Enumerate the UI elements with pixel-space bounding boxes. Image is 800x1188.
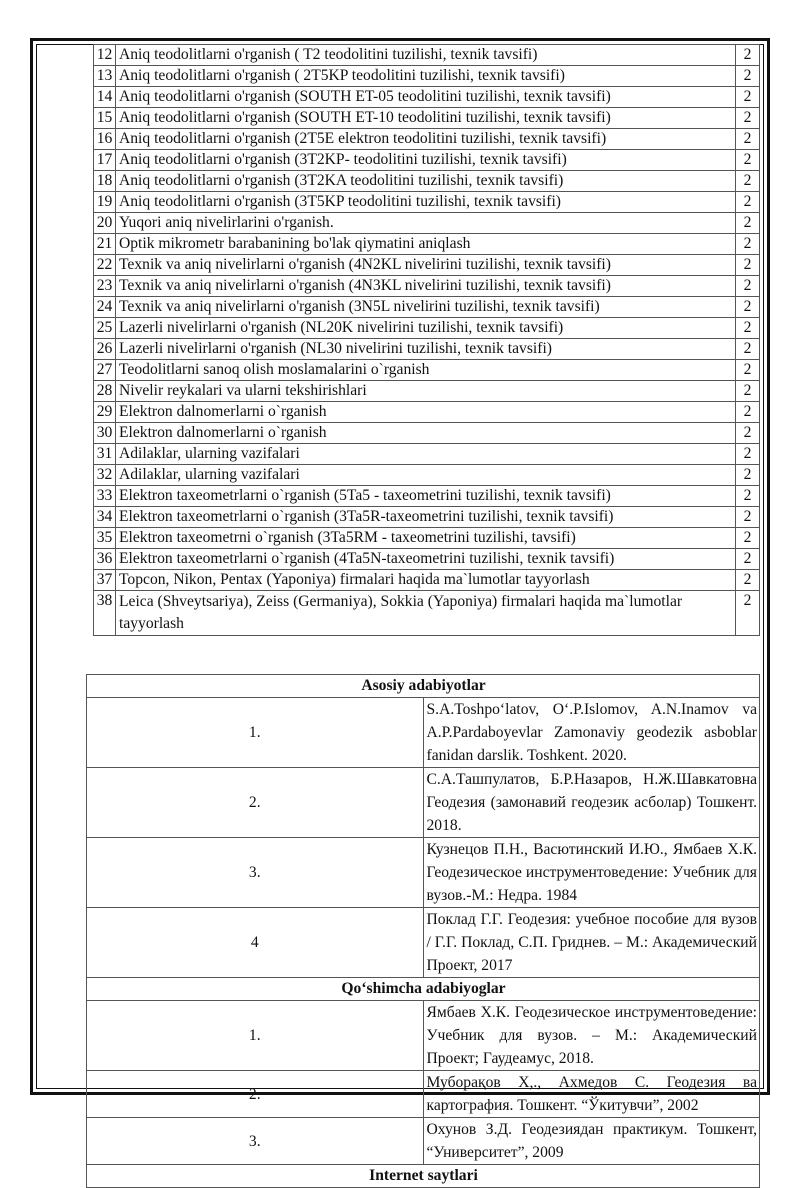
row-number: 15: [94, 108, 116, 129]
reference-text: Ямбаев Х.К. Геодезическое инструментоведение: Учебник для вузов. – М.: Академический Проект; Гаудеамус, 2018.: [423, 1001, 760, 1071]
table-row: [94, 486, 760, 507]
hours-cell: 2: [736, 402, 760, 423]
reference-text: Кузнецов П.Н., Васютинский И.Ю., Ямбаев Х.К. Геодезическое инструментоведение: Учебник для вузов.-М.: Недра. 1984: [423, 838, 760, 908]
table-row: [94, 360, 760, 381]
table-row: [94, 255, 760, 276]
hours-cell: 2: [736, 276, 760, 297]
table-row: [94, 171, 760, 192]
reference-number: 1.: [87, 698, 424, 768]
topic-title: Aniq teodolitlarni o'rganish (3T2KA teodolitini tuzilishi, texnik tavsifi): [116, 171, 736, 192]
hours-cell: 2: [736, 318, 760, 339]
section-header-row: [87, 675, 760, 698]
hours-cell: 2: [736, 528, 760, 549]
reference-text: Муборақов Х,., Ахмедов С. Геодезия ва картография. Тошкент. “Ўкитувчи”, 2002: [423, 1071, 760, 1118]
table-row: [94, 465, 760, 486]
row-number: 13: [94, 66, 116, 87]
topic-title: Optik mikrometr barabanining bo'lak qiymatini aniqlash: [116, 234, 736, 255]
topic-title: Elektron dalnomerlarni o`rganish: [116, 423, 736, 444]
reference-row: [87, 1118, 760, 1165]
table-row: [94, 507, 760, 528]
table-row: [94, 192, 760, 213]
table-row: [94, 129, 760, 150]
hours-cell: 2: [736, 591, 760, 636]
reference-number: 2.: [87, 1071, 424, 1118]
table-row: [94, 297, 760, 318]
hours-cell: 2: [736, 192, 760, 213]
hours-cell: 2: [736, 549, 760, 570]
table-row: [94, 528, 760, 549]
topic-title: Lazerli nivelirlarni o'rganish (NL30 nivelirini tuzilishi, texnik tavsifi): [116, 339, 736, 360]
row-number: 20: [94, 213, 116, 234]
hours-cell: 2: [736, 465, 760, 486]
reference-number: 4: [87, 908, 424, 978]
table-row: [94, 570, 760, 591]
topic-title: Aniq teodolitlarni o'rganish (SOUTH ET-10 teodolitini tuzilishi, texnik tavsifi): [116, 108, 736, 129]
reference-row: [87, 768, 760, 838]
reference-number: 1.: [87, 1001, 424, 1071]
reference-text: Поклад Г.Г. Геодезия: учебное пособие для вузов / Г.Г. Поклад, С.П. Гриднев. – М.: Академический Проект, 2017: [423, 908, 760, 978]
topic-title: Aniq teodolitlarni o'rganish (3T2KP- teodolitini tuzilishi, texnik tavsifi): [116, 150, 736, 171]
hours-cell: 2: [736, 150, 760, 171]
table-row: [94, 318, 760, 339]
hours-cell: 2: [736, 570, 760, 591]
table-row: [94, 444, 760, 465]
topic-title: Aniq teodolitlarni o'rganish ( T2 teodolitini tuzilishi, texnik tavsifi): [116, 45, 736, 66]
topic-title: Elektron taxeometrni o`rganish (3Ta5RM - taxeometrini tuzilishi, tavsifi): [116, 528, 736, 549]
table-row: [94, 108, 760, 129]
table-row: [94, 150, 760, 171]
row-number: 28: [94, 381, 116, 402]
hours-cell: 2: [736, 423, 760, 444]
hours-cell: 2: [736, 66, 760, 87]
table-row: [94, 213, 760, 234]
row-number: 34: [94, 507, 116, 528]
row-number: 35: [94, 528, 116, 549]
topic-title: Adilaklar, ularning vazifalari: [116, 444, 736, 465]
additional-literature-heading: Qo‘shimcha adabiyoglar: [87, 978, 760, 1001]
hours-cell: 2: [736, 360, 760, 381]
row-number: 32: [94, 465, 116, 486]
topic-title: Yuqori aniq nivelirlarini o'rganish.: [116, 213, 736, 234]
hours-cell: 2: [736, 486, 760, 507]
topic-title: Adilaklar, ularning vazifalari: [116, 465, 736, 486]
section-header-row: [87, 1165, 760, 1188]
reference-row: [87, 908, 760, 978]
topic-title: Leica (Shveytsariya), Zeiss (Germaniya), Sokkia (Yaponiya) firmalari haqida ma`lumotlar tayyorlash: [116, 591, 736, 636]
table-row: [94, 591, 760, 636]
topic-title: Aniq teodolitlarni o'rganish ( 2T5KP teodolitini tuzilishi, texnik tavsifi): [116, 66, 736, 87]
topic-title: Elektron taxeometrlarni o`rganish (3Ta5R-taxeometrini tuzilishi, texnik tavsifi): [116, 507, 736, 528]
hours-cell: 2: [736, 444, 760, 465]
topic-title: Elektron taxeometrlarni o`rganish (5Ta5 - taxeometrini tuzilishi, texnik tavsifi): [116, 486, 736, 507]
topic-title: Texnik va aniq nivelirlarni o'rganish (4N2KL nivelirini tuzilishi, texnik tavsifi): [116, 255, 736, 276]
main-literature-heading: Asosiy adabiyotlar: [87, 675, 760, 698]
table-row: [94, 423, 760, 444]
internet-sites-heading: Internet saytlari: [87, 1165, 760, 1188]
hours-cell: 2: [736, 213, 760, 234]
row-number: 14: [94, 87, 116, 108]
topic-title: Aniq teodolitlarni o'rganish (SOUTH ET-05 teodolitini tuzilishi, texnik tavsifi): [116, 87, 736, 108]
topic-title: Nivelir reykalari va ularni tekshirishlari: [116, 381, 736, 402]
row-number: 25: [94, 318, 116, 339]
table-row: [94, 45, 760, 66]
row-number: 30: [94, 423, 116, 444]
row-number: 33: [94, 486, 116, 507]
hours-cell: 2: [736, 129, 760, 150]
row-number: 27: [94, 360, 116, 381]
row-number: 24: [94, 297, 116, 318]
hours-cell: 2: [736, 255, 760, 276]
hours-cell: 2: [736, 234, 760, 255]
hours-cell: 2: [736, 297, 760, 318]
topic-title: Elektron taxeometrlarni o`rganish (4Ta5N-taxeometrini tuzilishi, texnik tavsifi): [116, 549, 736, 570]
table-row: [94, 87, 760, 108]
hours-cell: 2: [736, 108, 760, 129]
reference-number: 3.: [87, 838, 424, 908]
topic-title: Texnik va aniq nivelirlarni o'rganish (3N5L nivelirini tuzilishi, texnik tavsifi): [116, 297, 736, 318]
hours-cell: 2: [736, 171, 760, 192]
topic-title: Teodolitlarni sanoq olish moslamalarini o`rganish: [116, 360, 736, 381]
table-row: [94, 234, 760, 255]
reference-number: 2.: [87, 768, 424, 838]
table-row: [94, 549, 760, 570]
references-table: [86, 674, 760, 1188]
row-number: 21: [94, 234, 116, 255]
row-number: 37: [94, 570, 116, 591]
topic-title: Aniq teodolitlarni o'rganish (2T5E elektron teodolitini tuzilishi, texnik tavsifi): [116, 129, 736, 150]
row-number: 22: [94, 255, 116, 276]
row-number: 26: [94, 339, 116, 360]
row-number: 38: [94, 591, 116, 636]
hours-cell: 2: [736, 339, 760, 360]
row-number: 31: [94, 444, 116, 465]
reference-row: [87, 838, 760, 908]
hours-cell: 2: [736, 507, 760, 528]
reference-row: [87, 1071, 760, 1118]
row-number: 29: [94, 402, 116, 423]
table-row: [94, 276, 760, 297]
reference-text: С.А.Ташпулатов, Б.Р.Назаров, Н.Ж.Шавкатовна Геодезия (замонавий геодезик асболар) Тошкент. 2018.: [423, 768, 760, 838]
row-number: 23: [94, 276, 116, 297]
table-row: [94, 381, 760, 402]
reference-row: [87, 1001, 760, 1071]
topic-title: Texnik va aniq nivelirlarni o'rganish (4N3KL nivelirini tuzilishi, texnik tavsifi): [116, 276, 736, 297]
table-row: [94, 402, 760, 423]
lesson-plan-table: [93, 44, 760, 636]
row-number: 19: [94, 192, 116, 213]
reference-number: 3.: [87, 1118, 424, 1165]
reference-text: Охунов З.Д. Геодезиядан практикум. Тошкент, “Университет”, 2009: [423, 1118, 760, 1165]
section-header-row: [87, 978, 760, 1001]
row-number: 12: [94, 45, 116, 66]
table-row: [94, 66, 760, 87]
table-row: [94, 339, 760, 360]
topic-title: Elektron dalnomerlarni o`rganish: [116, 402, 736, 423]
topic-title: Lazerli nivelirlarni o'rganish (NL20K nivelirini tuzilishi, texnik tavsifi): [116, 318, 736, 339]
row-number: 18: [94, 171, 116, 192]
row-number: 16: [94, 129, 116, 150]
hours-cell: 2: [736, 87, 760, 108]
reference-text: S.A.Toshpo‘latov, O‘.P.Islomov, A.N.Inamov va A.P.Pardaboyevlar Zamonaviy geodezik asboblar fanidan darslik. Toshkent. 2020.: [423, 698, 760, 768]
reference-row: [87, 698, 760, 768]
topic-title: Aniq teodolitlarni o'rganish (3T5KP teodolitini tuzilishi, texnik tavsifi): [116, 192, 736, 213]
row-number: 36: [94, 549, 116, 570]
row-number: 17: [94, 150, 116, 171]
hours-cell: 2: [736, 45, 760, 66]
hours-cell: 2: [736, 381, 760, 402]
topic-title: Topcon, Nikon, Pentax (Yaponiya) firmalari haqida ma`lumotlar tayyorlash: [116, 570, 736, 591]
